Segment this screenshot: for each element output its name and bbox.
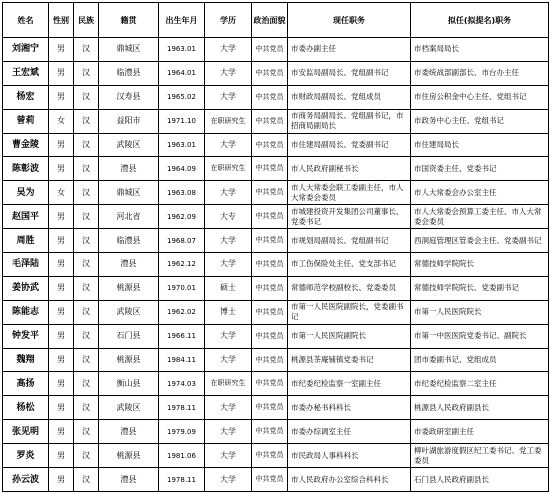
cell-current-position: 市安监局副局长、党组副书记 bbox=[288, 61, 411, 85]
cell-birth-date: 1968.07 bbox=[159, 229, 205, 253]
cell-gender: 女 bbox=[49, 181, 74, 205]
cell-name: 杨宏 bbox=[3, 85, 49, 109]
cell-name: 曾莉 bbox=[3, 109, 49, 133]
cell-native-place: 衡山县 bbox=[99, 372, 159, 396]
cell-proposed-position: 市第一人民医院院长 bbox=[411, 300, 549, 324]
table-row bbox=[3, 420, 549, 444]
cell-current-position: 桃源县茶庵铺镇党委书记 bbox=[288, 348, 411, 372]
cell-education: 大学 bbox=[205, 348, 252, 372]
cell-political-status: 中共党员 bbox=[252, 109, 288, 133]
cell-native-place: 鼎城区 bbox=[99, 181, 159, 205]
cell-gender: 男 bbox=[49, 444, 74, 468]
cell-current-position: 市规划局副局长、党组副书记 bbox=[288, 229, 411, 253]
table-body bbox=[3, 38, 549, 492]
cell-education: 大学 bbox=[205, 85, 252, 109]
cell-education: 博士 bbox=[205, 300, 252, 324]
cell-name: 刘湘宁 bbox=[3, 38, 49, 62]
cell-education: 大学 bbox=[205, 396, 252, 420]
cell-education: 在职研究生 bbox=[205, 157, 252, 181]
cell-ethnicity: 汉 bbox=[74, 276, 99, 300]
cell-gender: 男 bbox=[49, 420, 74, 444]
cell-birth-date: 1970.01 bbox=[159, 276, 205, 300]
cell-political-status: 中共党员 bbox=[252, 420, 288, 444]
cell-gender: 男 bbox=[49, 205, 74, 229]
cell-native-place: 武陵区 bbox=[99, 300, 159, 324]
cell-current-position: 市委办秘书科科长 bbox=[288, 396, 411, 420]
cell-native-place: 武陵区 bbox=[99, 396, 159, 420]
cell-native-place: 河北省 bbox=[99, 205, 159, 229]
cell-gender: 男 bbox=[49, 229, 74, 253]
cell-proposed-position: 市纪委纪检监察二室主任 bbox=[411, 372, 549, 396]
cell-native-place: 鼎城区 bbox=[99, 38, 159, 62]
cell-gender: 男 bbox=[49, 348, 74, 372]
table-row bbox=[3, 348, 549, 372]
cell-birth-date: 1971.10 bbox=[159, 109, 205, 133]
cell-current-position: 市民政局人事科科长 bbox=[288, 444, 411, 468]
cell-education: 硕士 bbox=[205, 276, 252, 300]
cell-native-place: 武陵区 bbox=[99, 133, 159, 157]
cell-gender: 男 bbox=[49, 38, 74, 62]
cell-birth-date: 1978.11 bbox=[159, 396, 205, 420]
cell-birth-date: 1978.11 bbox=[159, 468, 205, 492]
cell-birth-date: 1963.01 bbox=[159, 38, 205, 62]
cell-current-position: 市纪委纪检监察一室副主任 bbox=[288, 372, 411, 396]
cell-current-position: 市人民政府副秘书长 bbox=[288, 157, 411, 181]
cell-native-place: 汉寿县 bbox=[99, 85, 159, 109]
cell-proposed-position: 常德技师学院院长、党委副书记 bbox=[411, 276, 549, 300]
cell-native-place: 桃源县 bbox=[99, 276, 159, 300]
cell-ethnicity: 汉 bbox=[74, 61, 99, 85]
cell-ethnicity: 汉 bbox=[74, 253, 99, 277]
header-political-status: 政治面貌 bbox=[252, 3, 288, 38]
cell-political-status: 中共党员 bbox=[252, 372, 288, 396]
table-row bbox=[3, 85, 549, 109]
table-row bbox=[3, 205, 549, 229]
cell-political-status: 中共党员 bbox=[252, 444, 288, 468]
cell-name: 孙云波 bbox=[3, 468, 49, 492]
cell-birth-date: 1979.09 bbox=[159, 420, 205, 444]
cell-proposed-position: 市委政研室副主任 bbox=[411, 420, 549, 444]
table-row bbox=[3, 253, 549, 277]
cell-ethnicity: 汉 bbox=[74, 396, 99, 420]
cell-ethnicity: 汉 bbox=[74, 109, 99, 133]
cell-gender: 男 bbox=[49, 253, 74, 277]
cell-birth-date: 1963.08 bbox=[159, 181, 205, 205]
cell-current-position: 市第一人民医院副院长 bbox=[288, 324, 411, 348]
cell-name: 毛泽陆 bbox=[3, 253, 49, 277]
cell-birth-date: 1981.06 bbox=[159, 444, 205, 468]
header-name: 姓名 bbox=[3, 3, 49, 38]
cell-ethnicity: 汉 bbox=[74, 85, 99, 109]
cell-proposed-position: 市第一中医医院党委书记、副院长 bbox=[411, 324, 549, 348]
cell-current-position: 市商务局副局长、党组副书记，市招商局副局长 bbox=[288, 109, 411, 133]
cell-education: 大学 bbox=[205, 420, 252, 444]
cell-name: 周胜 bbox=[3, 229, 49, 253]
cell-education: 大学 bbox=[205, 253, 252, 277]
cell-native-place: 澧县 bbox=[99, 157, 159, 181]
cell-gender: 男 bbox=[49, 133, 74, 157]
cell-ethnicity: 汉 bbox=[74, 468, 99, 492]
cell-native-place: 益阳市 bbox=[99, 109, 159, 133]
cell-birth-date: 1966.11 bbox=[159, 324, 205, 348]
cell-political-status: 中共党员 bbox=[252, 229, 288, 253]
cell-political-status: 中共党员 bbox=[252, 253, 288, 277]
cell-political-status: 中共党员 bbox=[252, 157, 288, 181]
cell-gender: 男 bbox=[49, 276, 74, 300]
cell-native-place: 桃源县 bbox=[99, 444, 159, 468]
table-row bbox=[3, 396, 549, 420]
cell-birth-date: 1964.01 bbox=[159, 61, 205, 85]
cell-political-status: 中共党员 bbox=[252, 396, 288, 420]
cell-name: 钟发平 bbox=[3, 324, 49, 348]
table-row bbox=[3, 38, 549, 62]
table-row bbox=[3, 133, 549, 157]
cell-political-status: 中共党员 bbox=[252, 205, 288, 229]
cell-ethnicity: 汉 bbox=[74, 300, 99, 324]
cell-birth-date: 1965.02 bbox=[159, 85, 205, 109]
cell-political-status: 中共党员 bbox=[252, 468, 288, 492]
cell-education: 在职研究生 bbox=[205, 372, 252, 396]
cell-political-status: 中共党员 bbox=[252, 85, 288, 109]
cell-ethnicity: 汉 bbox=[74, 205, 99, 229]
cell-name: 吴为 bbox=[3, 181, 49, 205]
cell-proposed-position: 西洞庭管理区管委会主任、党委副书记 bbox=[411, 229, 549, 253]
table-row bbox=[3, 468, 549, 492]
cell-proposed-position: 市国资委主任、党委书记 bbox=[411, 157, 549, 181]
cell-name: 陈能志 bbox=[3, 300, 49, 324]
header-proposed-position: 拟任(拟提名)职务 bbox=[411, 3, 549, 38]
cell-name: 姜协武 bbox=[3, 276, 49, 300]
cell-proposed-position: 常德技师学院院长 bbox=[411, 253, 549, 277]
cell-name: 赵国平 bbox=[3, 205, 49, 229]
cell-political-status: 中共党员 bbox=[252, 181, 288, 205]
header-native-place: 籍贯 bbox=[99, 3, 159, 38]
cell-education: 大学 bbox=[205, 468, 252, 492]
cell-birth-date: 1962.12 bbox=[159, 253, 205, 277]
cell-proposed-position: 市档案局局长 bbox=[411, 38, 549, 62]
cell-proposed-position: 市政务中心主任、党组书记 bbox=[411, 109, 549, 133]
cell-proposed-position: 市人大常委会预算工委主任、市人大常委会委员 bbox=[411, 205, 549, 229]
table-row bbox=[3, 444, 549, 468]
header-gender: 性别 bbox=[49, 3, 74, 38]
cell-education: 大学 bbox=[205, 444, 252, 468]
table-row bbox=[3, 276, 549, 300]
cell-name: 魏翔 bbox=[3, 348, 49, 372]
cell-education: 大学 bbox=[205, 133, 252, 157]
cell-native-place: 澧县 bbox=[99, 420, 159, 444]
cell-ethnicity: 汉 bbox=[74, 420, 99, 444]
table-row bbox=[3, 109, 549, 133]
cell-gender: 男 bbox=[49, 157, 74, 181]
header-birth-date: 出生年月 bbox=[159, 3, 205, 38]
cell-name: 王宏斌 bbox=[3, 61, 49, 85]
cell-education: 大学 bbox=[205, 181, 252, 205]
cell-ethnicity: 汉 bbox=[74, 133, 99, 157]
cell-gender: 男 bbox=[49, 396, 74, 420]
cell-ethnicity: 汉 bbox=[74, 38, 99, 62]
cell-name: 曹金陵 bbox=[3, 133, 49, 157]
cell-current-position: 市委办副主任 bbox=[288, 38, 411, 62]
cell-proposed-position: 市委统战部副部长、市台办主任 bbox=[411, 61, 549, 85]
cell-name: 杨松 bbox=[3, 396, 49, 420]
cell-current-position: 市人大常委会联工委副主任，市人大常委会委员 bbox=[288, 181, 411, 205]
cell-political-status: 中共党员 bbox=[252, 133, 288, 157]
table-row bbox=[3, 324, 549, 348]
header-current-position: 现任职务 bbox=[288, 3, 411, 38]
cell-birth-date: 1962.02 bbox=[159, 300, 205, 324]
table-row bbox=[3, 181, 549, 205]
cell-education: 大专 bbox=[205, 205, 252, 229]
cell-education: 大学 bbox=[205, 324, 252, 348]
cell-gender: 男 bbox=[49, 300, 74, 324]
cell-birth-date: 1963.01 bbox=[159, 133, 205, 157]
cell-birth-date: 1962.09 bbox=[159, 205, 205, 229]
cell-current-position: 常德师范学校副校长、党委委员 bbox=[288, 276, 411, 300]
cell-native-place: 澧县 bbox=[99, 468, 159, 492]
cell-current-position: 市财政局副局长、党组成员 bbox=[288, 85, 411, 109]
cell-name: 罗炎 bbox=[3, 444, 49, 468]
cell-proposed-position: 市住房公积金中心主任、党组书记 bbox=[411, 85, 549, 109]
cell-ethnicity: 汉 bbox=[74, 324, 99, 348]
cell-native-place: 临澧县 bbox=[99, 61, 159, 85]
cell-birth-date: 1984.11 bbox=[159, 348, 205, 372]
cell-ethnicity: 汉 bbox=[74, 372, 99, 396]
cell-gender: 男 bbox=[49, 85, 74, 109]
cell-ethnicity: 汉 bbox=[74, 229, 99, 253]
cell-birth-date: 1974.03 bbox=[159, 372, 205, 396]
cell-current-position: 市工伤保险处主任、党支部书记 bbox=[288, 253, 411, 277]
header-row bbox=[3, 3, 549, 38]
cell-native-place: 澧县 bbox=[99, 253, 159, 277]
cell-name: 张见明 bbox=[3, 420, 49, 444]
table-row bbox=[3, 229, 549, 253]
cell-ethnicity: 汉 bbox=[74, 348, 99, 372]
cell-gender: 男 bbox=[49, 61, 74, 85]
cell-native-place: 石门县 bbox=[99, 324, 159, 348]
cell-ethnicity: 汉 bbox=[74, 444, 99, 468]
cell-native-place: 临澧县 bbox=[99, 229, 159, 253]
table-row bbox=[3, 157, 549, 181]
cell-proposed-position: 市住建局局长 bbox=[411, 133, 549, 157]
cell-political-status: 中共党员 bbox=[252, 38, 288, 62]
cadre-appointment-table bbox=[2, 2, 549, 492]
cell-ethnicity: 汉 bbox=[74, 181, 99, 205]
cell-name: 高扬 bbox=[3, 372, 49, 396]
cell-gender: 男 bbox=[49, 468, 74, 492]
cell-ethnicity: 汉 bbox=[74, 157, 99, 181]
cell-gender: 男 bbox=[49, 324, 74, 348]
cell-proposed-position: 石门县人民政府副县长 bbox=[411, 468, 549, 492]
cell-current-position: 市委办综调室主任 bbox=[288, 420, 411, 444]
table-row bbox=[3, 300, 549, 324]
cell-proposed-position: 桃源县人民政府副县长 bbox=[411, 396, 549, 420]
cell-proposed-position: 市人大常委会办公室主任 bbox=[411, 181, 549, 205]
cell-political-status: 中共党员 bbox=[252, 348, 288, 372]
cell-current-position: 市第一人民医院副院长，党委副书记 bbox=[288, 300, 411, 324]
table-row bbox=[3, 372, 549, 396]
cell-current-position: 市住建局副局长、党委副书记 bbox=[288, 133, 411, 157]
cell-gender: 男 bbox=[49, 372, 74, 396]
cell-education: 大学 bbox=[205, 229, 252, 253]
header-ethnicity: 民族 bbox=[74, 3, 99, 38]
cell-name: 陈彰波 bbox=[3, 157, 49, 181]
header-education: 学历 bbox=[205, 3, 252, 38]
cell-proposed-position: 团市委副书记、党组成员 bbox=[411, 348, 549, 372]
cell-birth-date: 1964.09 bbox=[159, 157, 205, 181]
cell-gender: 女 bbox=[49, 109, 74, 133]
cell-political-status: 中共党员 bbox=[252, 61, 288, 85]
cell-education: 大学 bbox=[205, 61, 252, 85]
table-row bbox=[3, 61, 549, 85]
cell-proposed-position: 柳叶湖旅游度假区纪工委书记、党工委委员 bbox=[411, 444, 549, 468]
cell-current-position: 市人民政府办公室综合科科长 bbox=[288, 468, 411, 492]
cell-political-status: 中共党员 bbox=[252, 300, 288, 324]
cell-education: 在职研究生 bbox=[205, 109, 252, 133]
cell-political-status: 中共党员 bbox=[252, 324, 288, 348]
cell-current-position: 市城建投资开发集团公司董事长、党委书记 bbox=[288, 205, 411, 229]
cell-political-status: 中共党员 bbox=[252, 276, 288, 300]
cell-native-place: 桃源县 bbox=[99, 348, 159, 372]
cell-education: 大学 bbox=[205, 38, 252, 62]
